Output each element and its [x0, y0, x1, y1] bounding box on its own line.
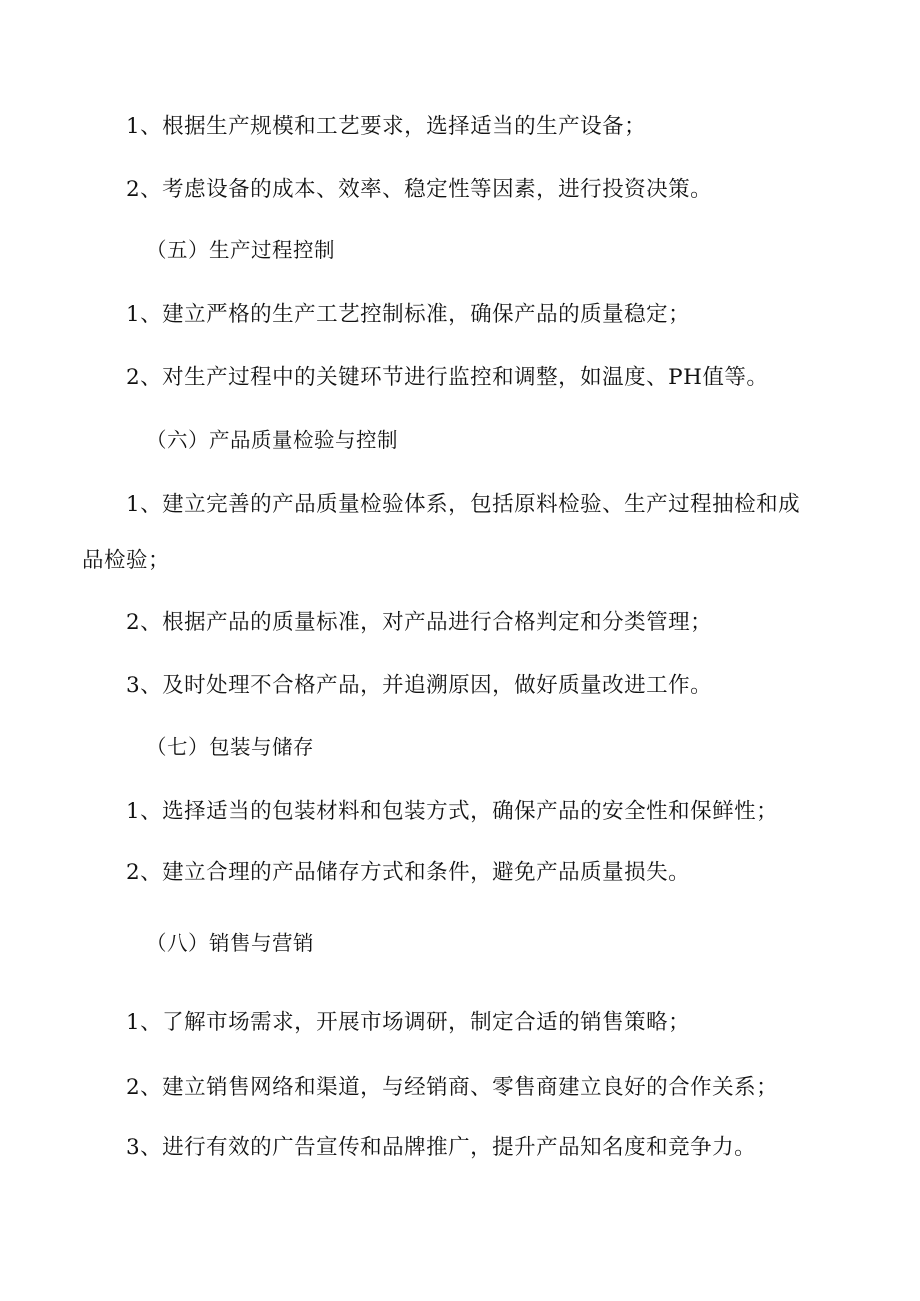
- list-item: 1、选择适当的包装材料和包装方式，确保产品的安全性和保鲜性；: [126, 799, 779, 824]
- list-item: 1、了解市场需求，开展市场调研，制定合适的销售策略；: [126, 1010, 691, 1035]
- list-item: 2、考虑设备的成本、效率、稳定性等因素，进行投资决策。: [126, 177, 713, 202]
- section-heading: （七）包装与储存: [146, 735, 314, 759]
- list-item: 1、建立严格的生产工艺控制标准，确保产品的质量稳定；: [126, 302, 691, 327]
- list-item: 2、建立合理的产品储存方式和条件，避免产品质量损失。: [126, 860, 691, 885]
- list-item: 2、对生产过程中的关键环节进行监控和调整，如温度、PH值等。: [126, 365, 769, 390]
- list-item: 1、建立完善的产品质量检验体系，包括原料检验、生产过程抽检和成: [126, 492, 801, 517]
- list-item-continuation: 品检验；: [82, 548, 171, 573]
- list-item: 1、根据生产规模和工艺要求，选择适当的生产设备；: [126, 114, 647, 139]
- list-item: 3、及时处理不合格产品，并追溯原因，做好质量改进工作。: [126, 673, 713, 698]
- section-heading: （六）产品质量检验与控制: [146, 428, 398, 452]
- section-heading: （五）生产过程控制: [146, 238, 335, 262]
- section-heading: （八）销售与营销: [146, 931, 314, 955]
- list-item: 2、根据产品的质量标准，对产品进行合格判定和分类管理；: [126, 610, 713, 635]
- list-item: 2、建立销售网络和渠道，与经销商、零售商建立良好的合作关系；: [126, 1075, 779, 1100]
- list-item: 3、进行有效的广告宣传和品牌推广，提升产品知名度和竞争力。: [126, 1135, 757, 1160]
